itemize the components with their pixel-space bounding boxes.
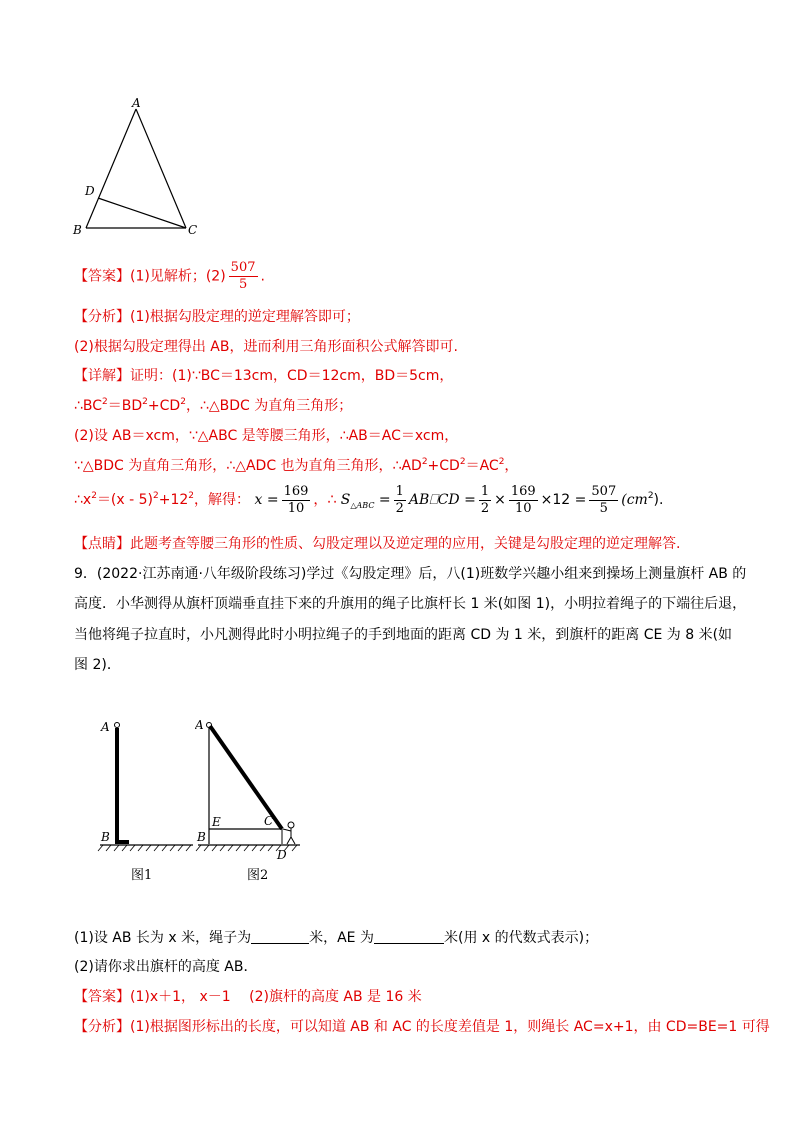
question-9-line2: 高度．小华测得从旗杆顶端垂直挂下来的升旗用的绳子比旗杆长 1 米(如图 1)，小明拉着绳子的下端往后退， — [74, 596, 747, 612]
area-symbol: $S_{\triangle ABC}$ — [340, 492, 375, 510]
detail-text: 证明：(1)∵BC＝13cm，CD＝12cm，BD＝5cm， — [130, 368, 454, 384]
question-9-part1: (1)设 AB 长为 x 米，绳子为 米，AE 为 米(用 x 的代数式表示)； — [74, 930, 599, 946]
analysis-8-line1 — [74, 307, 360, 327]
fig2-a-label: A — [195, 718, 204, 732]
x-equals: x = — [254, 492, 279, 508]
analysis-tag: 【分析】 — [74, 1019, 130, 1035]
question-9-line3: 当他将绳子拉直时，小凡测得此时小明拉绳子的手到地面的距离 CD 为 1 米，到旗杆的距离 CE 为 8 米(如 — [74, 627, 733, 643]
answer-text: (1)x＋1， x－1 (2)旗杆的高度 AB 是 16 米 — [130, 989, 422, 1005]
question-9-line1: 9．(2022·江苏南通·八年级阶段练习)学过《勾股定理》后，八(1)班数学兴趣小组来到操场上测量旗杆 AB 的 — [74, 566, 747, 582]
answer-period: . — [260, 268, 265, 285]
detail-8-line2: $\therefore BC^2=BD^2+CD^2$，∴△BDC 为直角三角形； — [74, 397, 353, 414]
comment-text: 此题考查等腰三角形的性质、勾股定理以及逆定理的应用，关键是勾股定理的逆定理解答. — [130, 536, 681, 552]
comment-8 — [74, 534, 680, 554]
ae-length-blank[interactable] — [374, 929, 444, 944]
fig1-b-label: B — [101, 830, 110, 844]
question-9-part2: (2)请你求出旗杆的高度 AB． — [74, 959, 258, 975]
vertex-a-label: A — [132, 96, 141, 110]
answer-8 — [74, 260, 265, 293]
fig2-e-label: E — [212, 815, 221, 829]
fig1-caption: 图1 — [131, 868, 153, 883]
answer-fraction: $\frac{507}{5}$ — [230, 260, 256, 292]
flagpole-figure-1 — [95, 712, 195, 887]
analysis-8-line2: (2)根据勾股定理得出 AB，进而利用三角形面积公式解答即可. — [74, 339, 458, 355]
detail-8-line5: $\therefore x^2=(x - 5)^2+12^2$，解得： x = $\frac{169}{10}$ ，∴ $S_{\triangle ABC}$ = $\frac{1}{2}$ AB⎕CD = $\frac{1}{2}$ × $\frac{169}{10}$ ×12 = $\frac{507}{5}$ $(cm^2)$. — [74, 483, 664, 516]
fig2-c-label: C — [264, 814, 274, 828]
detail-8-line1 — [74, 366, 453, 386]
fig2-caption: 图2 — [247, 868, 269, 883]
detail-tag: 【详解】 — [74, 368, 130, 384]
comment-tag: 【点睛】 — [74, 536, 130, 552]
vertex-c-label: C — [188, 223, 198, 237]
fig2-d-label: D — [277, 848, 287, 862]
detail-8-line4: ∵△BDC 为直角三角形，∴△ADC 也为直角三角形，$\therefore AD^2+CD^2=AC^2$， — [74, 457, 519, 474]
triangle-figure — [70, 95, 210, 240]
detail-8-line3: (2)设 AB＝xcm，∵△ABC 是等腰三角形，∴AB＝AC＝xcm， — [74, 428, 459, 444]
answer-9 — [74, 987, 422, 1007]
fraction-169-10: $\frac{169}{10}$ — [283, 483, 309, 516]
answer-tag: 【答案】 — [74, 268, 130, 285]
vertex-d-label: D — [85, 184, 95, 198]
fig1-a-label: A — [101, 720, 110, 734]
analysis-text: (1)根据图形标出的长度，可以知道 AB 和 AC 的长度差值是 1，则绳长 AC=x+1，由 CD=BE=1 可得 — [130, 1019, 770, 1035]
analysis-text: (1)根据勾股定理的逆定理解答即可； — [130, 309, 360, 325]
question-9-line4: 图 2)． — [74, 657, 121, 673]
answer-text: (1)见解析；(2) — [130, 268, 226, 285]
analysis-tag: 【分析】 — [74, 309, 130, 325]
answer-tag: 【答案】 — [74, 989, 130, 1005]
fig2-b-label: B — [197, 830, 206, 844]
flagpole-figure-2 — [195, 712, 315, 887]
vertex-b-label: B — [73, 223, 82, 237]
analysis-9 — [74, 1017, 770, 1037]
rope-length-blank[interactable] — [251, 929, 309, 944]
